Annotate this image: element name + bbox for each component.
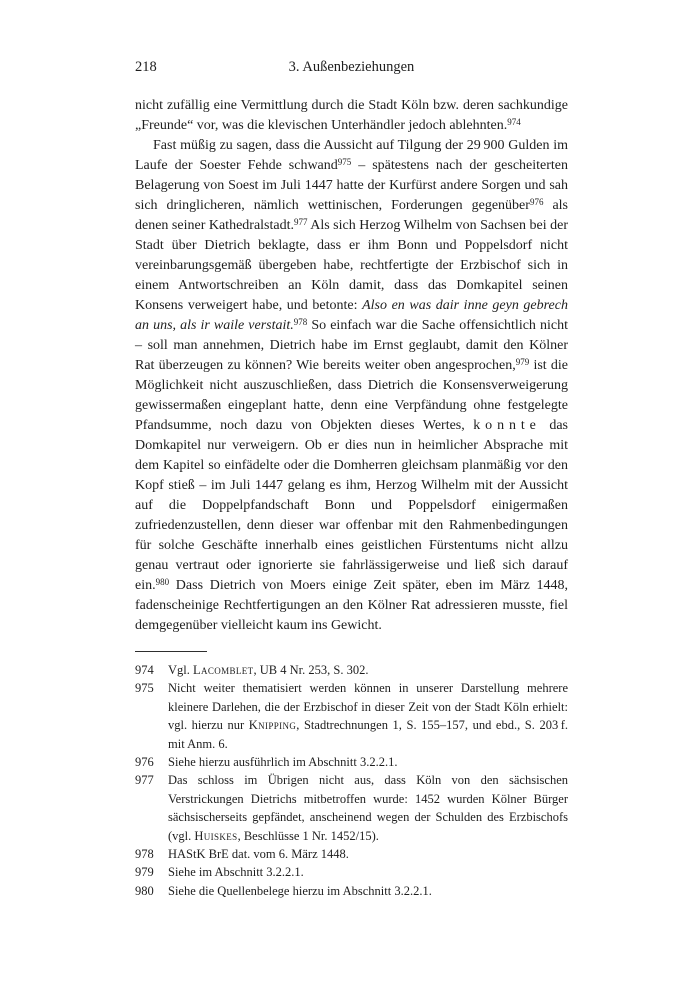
text-run: So einfach war die Sache offensichtlich nicht – soll man annehmen, Dietrich habe im Ernst geglaubt, damit den Kölner Rat überzeugen zu können? Wie bereits weiter oben angesprochen, [135,318,568,373]
text-run: Nicht weiter thematisiert werden können in unserer Darstellung mehrere kleinere Darlehen, die der Erzbischof in dieser Zeit von der Stadt Köln erhielt: vgl. hierzu nur [168,681,568,733]
footnote-ref: 977 [294,216,308,227]
text-run: HAStK BrE dat. vom 6. März 1448. [168,847,349,862]
footnote [135,863,568,881]
footnote-separator [135,651,207,652]
text-run: nicht zufällig eine Vermittlung durch die Stadt Köln bzw. deren sachkundige „Freunde“ vor, was die klevischen Unterhändler jedoch ablehnten. [135,98,568,133]
text-run: , Stadtrechnungen 1, S. 155–157, und ebd., S. 203 f. mit Anm. 6. [168,718,568,751]
footnote-number: 976 [135,755,154,770]
text-run: konnte [473,418,541,433]
footnote-text [168,771,568,845]
footnote [135,771,568,845]
text-run: Huiskes [194,828,238,843]
footnote-text [168,753,568,771]
text-run: Lacomblet [193,663,254,677]
text-run: Das schloss im Übrigen nicht aus, dass Köln von den sächsischen Verstrickungen Dietrichs mitbetroffen wurde: 1452 wurden Kölner Bürger sächsischerseits gepfändet, anscheinend wegen der Schulden des Erzbischofs (vgl. [168,773,568,843]
text-run: Siehe im Abschnitt 3.2.2.1. [168,865,304,880]
body-paragraph [135,136,568,636]
text-run: , Beschlüsse 1 Nr. 1452/15). [237,828,379,843]
footnote-text [168,863,568,881]
footnote [135,753,568,771]
text-run: Siehe die Quellenbelege hierzu im Abschnitt 3.2.2.1. [168,883,432,898]
text-run: das Domkapitel nur verweigern. Ob er dies nun in heimlicher Absprache mit dem Kapitel so einfädelte oder die Domherren gleichsam planmäßig vor den Kopf stieß – im Juli 1447 gelang es ihm, Herzog Wilhelm mit der Aussicht auf die Doppelpfandschaft Bonn und Poppelsdorf einigermaßen zufriedenzustellen, denn dieser war offenbar mit den Rahmenbedingungen für solche Geschäfte innerhalb eines geistlichen Fürstentums nicht allzu genau vertraut oder ignorierte sie fahrlässigerweise und ließ sich darauf ein. [135,418,568,593]
body-text [135,96,568,636]
footnote-number: 978 [135,847,154,862]
text-run: Vgl. [168,663,193,677]
footnote-number: 974 [135,663,154,677]
text-run: , UB 4 Nr. 253, S. 302. [253,663,369,677]
footnote-ref: 979 [515,356,530,367]
footnote-text [168,679,568,753]
footnote-text [168,661,568,679]
footnote [135,679,568,753]
footnote-number: 977 [135,773,154,788]
chapter-title: 3. Außenbeziehungen [288,59,415,75]
page-number: 218 [135,59,157,75]
footnote-ref: 975 [337,156,352,167]
body-paragraph [135,96,568,136]
text-run: Als sich Herzog Wilhelm von Sachsen bei der Stadt über Dietrich beklagte, dass er ihm Bonn und Poppelsdorf nicht vereinbarungsgemäß übergeben habe, rechtfertigte der Erzbischof sich in einem Antwortschreiben an Köln damit, dass das Domkapitel seinen Konsens verweigert habe, und betonte: [135,218,568,313]
footnote-ref: 976 [529,196,544,207]
footnote-text [168,845,568,863]
footnote-number: 980 [135,883,154,898]
footnote-ref: 974 [507,116,521,127]
text-run: Also en was dair inne geyn gebrech an uns, als ir waile verstait. [135,298,568,333]
footnote-ref: 980 [155,576,170,587]
text-run: ist die Möglichkeit nicht auszuschließen, dass Dietrich die Konsensverweigerung gewissermaßen eingeplant hatte, denn eine Verpfändung ohne festgelegte Pfandsumme, noch dazu von Objekten dieses Wertes, [135,358,568,433]
footnote-number: 975 [135,681,154,696]
text-run: Siehe hierzu ausführlich im Abschnitt 3.2.2.1. [168,755,398,770]
running-head [135,58,568,76]
footnotes [135,661,568,900]
text-run: Knipping [248,718,297,733]
footnote [135,661,568,679]
footnote [135,882,568,900]
footnote-number: 979 [135,865,154,880]
text-run: – spätestens nach der gescheiterten Belagerung von Soest im Juli 1447 hatte der Kurfürst andere Sorgen und sah sich dringlicheren, nämlich wettinischen, Forderungen gegenüber [135,158,568,213]
footnote [135,845,568,863]
text-run: als denen seiner Kathedralstadt. [135,198,568,233]
footnote-ref: 978 [293,316,308,327]
text-run: Fast müßig zu sagen, dass die Aussicht auf Tilgung der 29 900 Gulden im Laufe der Soester Fehde schwand [135,138,568,173]
footnote-text [168,882,568,900]
text-run: Dass Dietrich von Moers einige Zeit später, eben im März 1448, fadenscheinige Rechtfertigungen an den Kölner Rat adressieren musste, fiel demgegenüber vielleicht kaum ins Gewicht. [135,578,568,633]
